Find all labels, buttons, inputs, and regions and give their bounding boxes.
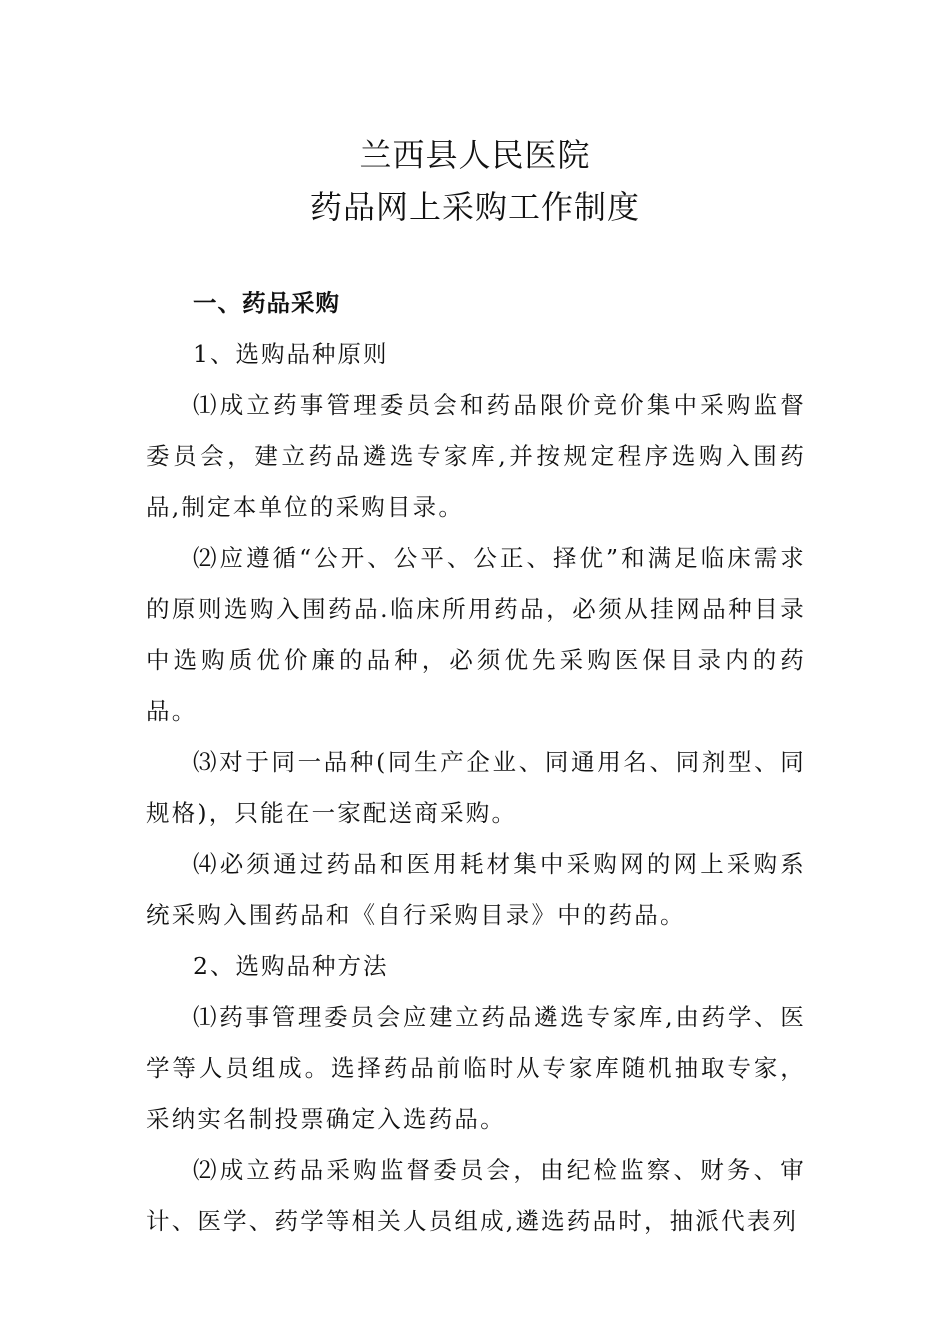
section-heading-drug-procurement: 一、药品采购 [193,289,340,317]
document-title-policy: 药品网上采购工作制度 [309,188,640,226]
subheading-selection-principles: 1、选购品种原则 [193,340,389,368]
paragraph-6: ⑵成立药品采购监督委员会，由纪检监察、财务、审计、医学、药学等相关人员组成,遴选药品时，抽派代表列 [146,1156,806,1235]
subheading-selection-methods: 2、选购品种方法 [193,952,389,980]
paragraph-3: ⑶对于同一品种(同生产企业、同通用名、同剂型、同规格)，只能在一家配送商采购。 [146,748,806,827]
document-title-hospital: 兰西县人民医院 [359,136,591,174]
paragraph-4: ⑷必须通过药品和医用耗材集中采购网的网上采购系统采购入围药品和《自行采购目录》中的药品。 [146,850,806,929]
document-body [146,278,806,1247]
paragraph-1: ⑴成立药事管理委员会和药品限价竞价集中采购监督委员会，建立药品遴选专家库,并按规定程序选购入围药品,制定本单位的采购目录。 [146,391,806,521]
paragraph-2: ⑵应遵循“公开、公平、公正、择优”和满足临床需求的原则选购入围药品.临床所用药品，必须从挂网品种目录中选购质优价廉的品种，必须优先采购医保目录内的药品。 [146,544,806,725]
paragraph-5: ⑴药事管理委员会应建立药品遴选专家库,由药学、医学等人员组成。选择药品前临时从专家库随机抽取专家，采纳实名制投票确定入选药品。 [146,1003,806,1133]
